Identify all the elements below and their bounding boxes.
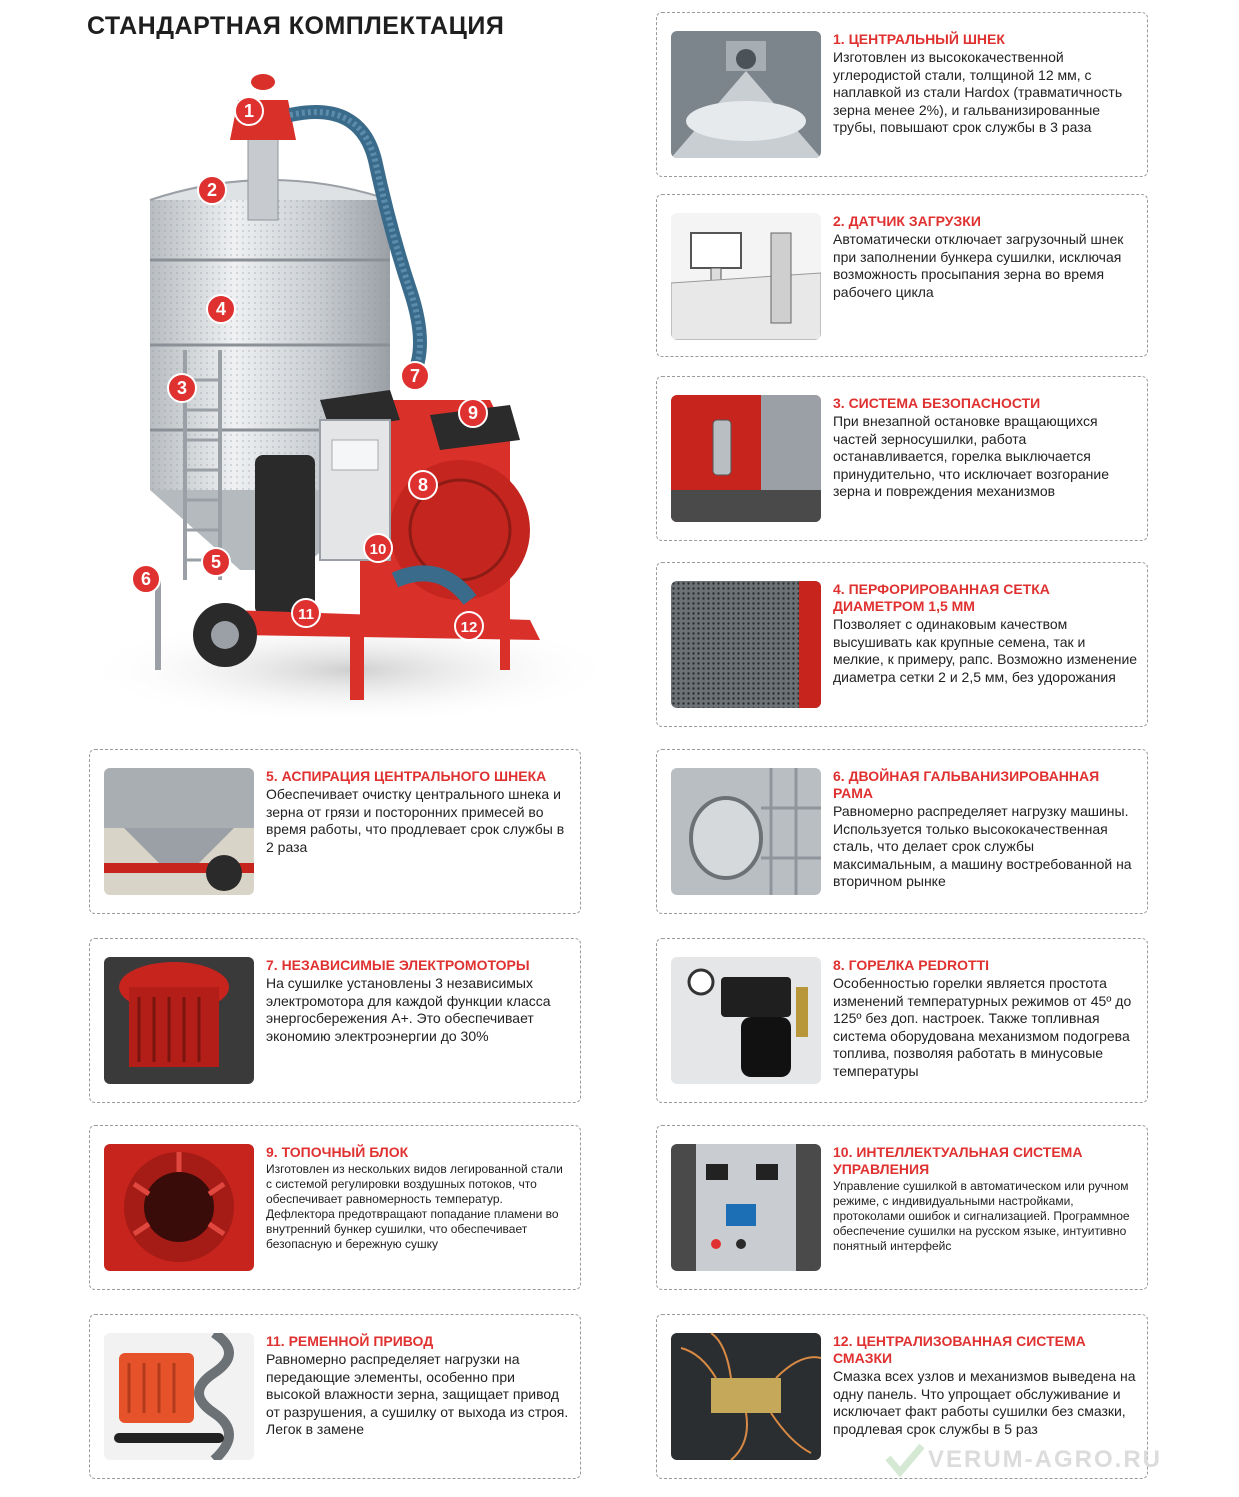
svg-text:2: 2	[206, 180, 218, 200]
watermark-text: VERUM-AGRO.RU	[928, 1446, 1162, 1473]
feature-card-10	[656, 1125, 1148, 1290]
marker-9	[459, 399, 487, 427]
marker-3	[168, 374, 196, 402]
belt-drive-photo	[104, 1333, 254, 1460]
feature-card-3	[656, 376, 1148, 541]
svg-text:8: 8	[417, 475, 429, 495]
marker-1	[235, 97, 263, 125]
marker-8	[409, 471, 437, 499]
electric-motor-photo	[104, 957, 254, 1084]
page-title: СТАНДАРТНАЯ КОМПЛЕКТАЦИЯ	[87, 12, 505, 40]
dryer-illustration	[60, 60, 630, 730]
feature-title: 7. НЕЗАВИСИМЫЕ ЭЛЕКТРОМОТОРЫ	[266, 957, 530, 973]
feature-title: 1. ЦЕНТРАЛЬНЫЙ ШНЕК	[833, 31, 1005, 47]
feature-text: При внезапной остановке вращающихся частей зерносушилки, работа останавливается, горелка выключается принудительно, что исключает возгорание зерна и повреждения механизмов	[833, 413, 1109, 499]
feature-card-5	[89, 749, 581, 914]
feature-text: Управление сушилкой в автоматическом или ручном режиме, с индивидуальными настройками, протоколами ошибок и сигнализацией. Программное обеспечение сушилки на русском языке, интуитивно понятный интерфейс	[833, 1179, 1130, 1253]
svg-text:6: 6	[140, 569, 152, 589]
feature-title: 4. ПЕРФОРИРОВАННАЯ СЕТКА ДИАМЕТРОМ 1,5 ММ	[833, 581, 1050, 614]
svg-text:12: 12	[460, 619, 478, 636]
safety-system-photo	[671, 395, 821, 522]
feature-title: 10. ИНТЕЛЛЕКТУАЛЬНАЯ СИСТЕМА УПРАВЛЕНИЯ	[833, 1144, 1083, 1177]
svg-text:9: 9	[467, 403, 479, 423]
feature-title: 2. ДАТЧИК ЗАГРУЗКИ	[833, 213, 981, 229]
feature-text: Изготовлен из высококачественной углеродистой стали, толщиной 12 мм, с наплавкой из стали Hardox (травматичность зерна менее 2%), и гальванизированные трубы, повышают срок службы в 3 раза	[833, 49, 1123, 135]
svg-text:11: 11	[298, 606, 314, 623]
feature-card-8	[656, 938, 1148, 1103]
feature-title: 11. РЕМЕННОЙ ПРИВОД	[266, 1333, 434, 1349]
feature-text: Позволяет с одинаковым качеством высушивать как крупные семена, так и мелкие, к примеру, рапс. Возможно изменение диаметра сетки 2 и 2,5 мм, без удорожания	[833, 616, 1138, 685]
feature-card-6	[656, 749, 1148, 914]
svg-text:4: 4	[215, 299, 227, 319]
svg-text:10: 10	[369, 541, 387, 558]
feature-title: 9. ТОПОЧНЫЙ БЛОК	[266, 1144, 409, 1160]
feature-text: Автоматически отключает загрузочный шнек при заполнении бункера сушилки, исключая возможность просыпания зерна во время рабочего цикла	[833, 231, 1124, 300]
marker-12	[455, 612, 483, 640]
marker-5	[202, 548, 230, 576]
checkmark-icon	[884, 1440, 924, 1480]
feature-title: 5. АСПИРАЦИЯ ЦЕНТРАЛЬНОГО ШНЕКА	[266, 768, 547, 784]
feature-title: 6. ДВОЙНАЯ ГАЛЬВАНИЗИРОВАННАЯ РАМА	[833, 768, 1100, 801]
marker-4	[207, 295, 235, 323]
watermark	[884, 1440, 1229, 1480]
feature-text: На сушилке установлены 3 независимых электромотора для каждой функции класса энергосбережения А+. Это обеспечивает экономию электроэнергии до 30%	[266, 975, 551, 1044]
feature-card-2	[656, 194, 1148, 357]
feature-card-4	[656, 562, 1148, 727]
feature-card-1	[656, 12, 1148, 177]
galvanized-frame-photo	[671, 768, 821, 895]
feature-title: 3. СИСТЕМА БЕЗОПАСНОСТИ	[833, 395, 1041, 411]
feature-text: Особенностью горелки является простота изменений температурных режимов от 45º до 125º без доп. настроек. Также топливная система оборудована механизмом подогрева топлива, позволяя работать в минусовые температуры	[833, 975, 1132, 1079]
feature-title: 12. ЦЕНТРАЛИЗОВАННАЯ СИСТЕМА СМАЗКИ	[833, 1333, 1086, 1366]
marker-10	[364, 534, 392, 562]
svg-text:3: 3	[176, 378, 188, 398]
feature-card-7	[89, 938, 581, 1103]
burner-photo	[671, 957, 821, 1084]
central-auger-photo	[671, 31, 821, 158]
feature-card-9	[89, 1125, 581, 1290]
marker-7	[401, 362, 429, 390]
feature-card-11	[89, 1314, 581, 1479]
marker-2	[198, 176, 226, 204]
aspiration-photo	[104, 768, 254, 895]
svg-text:7: 7	[409, 366, 421, 386]
control-panel-photo	[671, 1144, 821, 1271]
feature-text: Обеспечивает очистку центрального шнека и зерна от грязи и посторонних примесей во время работы, что продлевает срок службы в 2 раза	[266, 786, 565, 855]
feature-text: Равномерно распределяет нагрузки на передающие элементы, особенно при высокой влажности зерна, защищает привод от разрушения, а сушилку от выхода из строя. Легок в замене	[266, 1351, 569, 1437]
load-sensor-drawing	[671, 213, 821, 340]
feature-text: Равномерно распределяет нагрузку машины. Используется только высококачественная сталь, что делает срок службы максимальным, а машину востребованной на вторичном рынке	[833, 803, 1132, 889]
svg-text:5: 5	[210, 552, 222, 572]
marker-11	[292, 599, 320, 627]
marker-6	[132, 565, 160, 593]
feature-text: Изготовлен из нескольких видов легированной стали с системой регулировки воздушных потоков, что обеспечивает равномерность температур. Дефлектора предотвращают попадание пламени во внутренний бункер сушилки, что обеспечивает безопасную и бережную сушку	[266, 1162, 563, 1251]
lubrication-system-photo	[671, 1333, 821, 1460]
furnace-block-photo	[104, 1144, 254, 1271]
perforated-mesh-photo	[671, 581, 821, 708]
feature-title: 8. ГОРЕЛКА PEDROTTI	[833, 957, 990, 973]
feature-text: Смазка всех узлов и механизмов выведена на одну панель. Что упрощает обслуживание и исключает факт работы сушилки без смазки, продлевая срок службы в 5 раз	[833, 1368, 1136, 1437]
svg-text:1: 1	[243, 101, 255, 121]
